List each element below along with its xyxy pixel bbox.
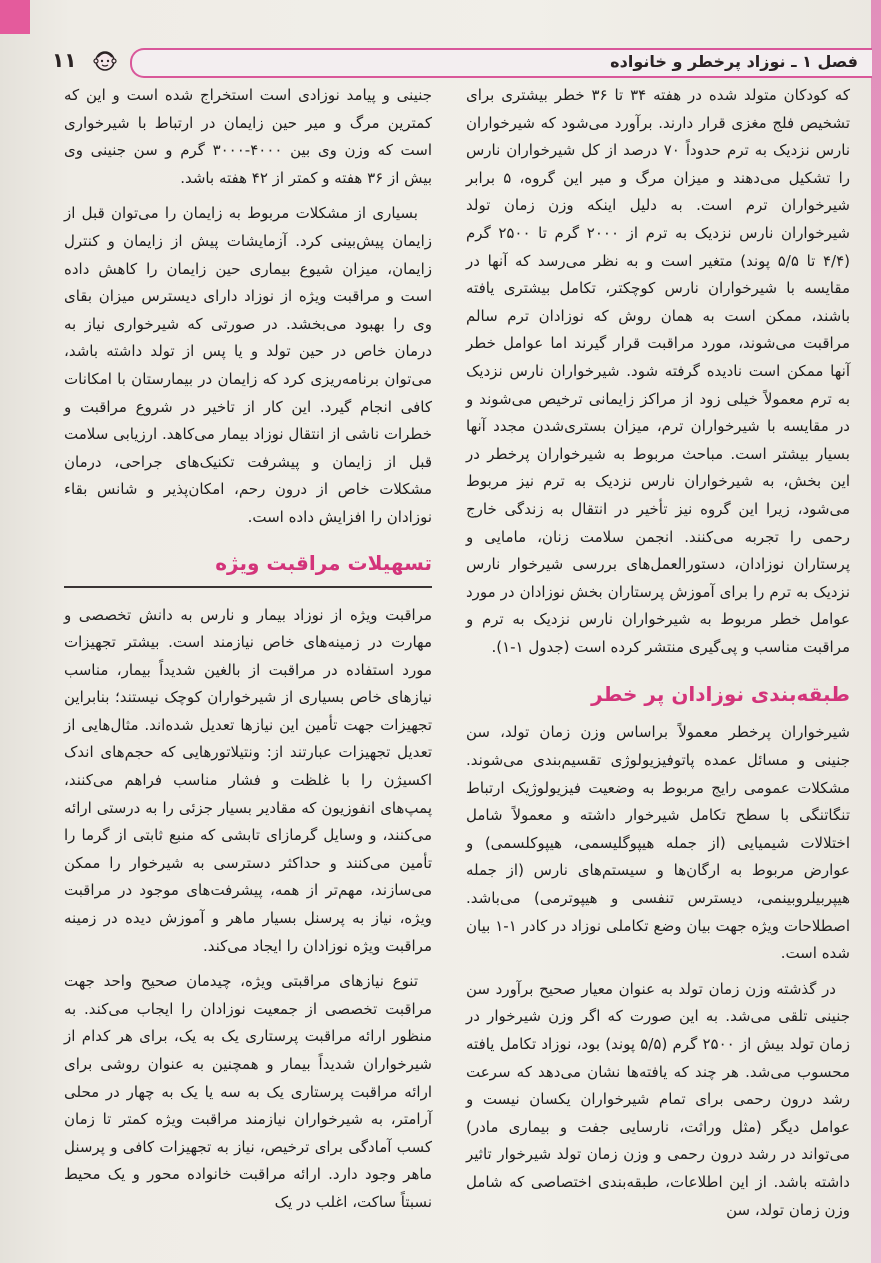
chapter-title: فصل ۱ ـ نوزاد پرخطر و خانواده bbox=[610, 52, 858, 71]
paragraph: تنوع نیازهای مراقبتی ویژه، چیدمان صحیح واحد جهت مراقبت تخصصی از جمعیت نوزادان را ایجاب می‌کند. به منظور ارائه مراقبت پرستاری یک به یک، برای هر کدام از شیرخواران شدیداً بیمار و همچنین به عنوان روشی برای ارائه مراقبت پرستاری یک به سه یا یک به چهار در محلی آرامتر، به شیرخواران نیازمند مراقبت ویژه کمتر تا زمان کسب آمادگی برای ترخیص، نیاز به تجهیزات کافی و پرسنل ماهر وجود دارد. ارائه مراقبت خانواده محور و یک محیط نسبتاً ساکت، اغلب در یک bbox=[64, 972, 432, 1211]
left-column bbox=[64, 82, 432, 1225]
paragraph: بسیاری از مشکلات مربوط به زایمان را می‌توان قبل از زایمان پیش‌بینی کرد. آزمایشات پیش از زایمان و کنترل زایمان، میزان شیوع بیماری حین زایمان را کاهش داده است و مراقبت ویژه از نوزاد دارای دیسترس میزان بقای وی را بهبود می‌بخشد. در صورتی که شیرخواری نیاز به درمان خاص در حین تولد و یا پس از تولد داشته باشد، می‌توان برنامه‌ریزی کرد که زایمان در بیمارستان با امکانات کافی انجام گیرد. این کار از تاخیر در شروع مراقبت و خطرات ناشی از انتقال نوزاد بیمار می‌کاهد. ارزیابی سلامت قبل از زایمان و پیشرفت تکنیک‌های جراحی، درمان مشکلات خاص از درون رحم، امکان‌پذیر و شانس بقاء نوزادان را افزایش داده است. bbox=[64, 204, 432, 526]
page-number: ۱۱ bbox=[52, 48, 77, 72]
right-column bbox=[466, 82, 850, 1232]
section-heading: تسهیلات مراقبت ویژه bbox=[64, 548, 432, 588]
corner-color-tab bbox=[0, 0, 30, 34]
running-header bbox=[40, 42, 872, 76]
section-heading: طبقه‌بندی نوزادان پر خطر bbox=[591, 682, 850, 707]
header-bar bbox=[130, 48, 872, 78]
baby-face-icon bbox=[92, 48, 118, 72]
paragraph: که کودکان متولد شده در هفته ۳۴ تا ۳۶ خطر بیشتری برای تشخیص فلج مغزی قرار دارند. برآورد می‌شود که شیرخواران نارس نزدیک به ترم حدوداً ۷۰ درصد از کل شیرخواران نارس را تشکیل می‌دهند و میزان مرگ و میر این گروه، ۵ برابر شیرخواران ترم است. به دلیل اینکه وزن زمان تولد شیرخواران نارس نزدیک به ترم از ۲۰۰۰ گرم تا ۲۵۰۰ گرم (۴/۴ تا ۵/۵ پوند) متغیر است و به نظر می‌رسد که آنها در مقایسه با شیرخواران نارس کوچکتر، تکامل بیشتری یافته باشند، ممکن است به همان روش که نوزادان ترم سالم مراقبت می‌شوند، مورد مراقبت قرار گیرند اما عوامل خطر آنها ممکن است نادیده گرفته شود. شیرخواران نارس نزدیک به ترم معمولاً خیلی زود از مراکز زایمانی ترخیص می‌شوند و در مقایسه با شیرخواران ترم، میزان بستری‌شدن مجدد آنها بسیار بیشتر است. مباحث مربوط به شیرخواران پرخطر در این بخش، به شیرخواران نارس نزدیک به ترم نیز مربوط می‌شود، زیرا این گروه نیز تأخیر در انتقال به زندگی خارج رحمی را تجربه می‌کنند. انجمن سلامت زنان، مامایی و پرستاران نوزادان، دستورالعمل‌های بررسی شیرخوار نارس نزدیک به ترم را برای آموزش پرستاران بخش نوزادان در مورد عوامل خطر مربوط به شیرخواران نارس نزدیک به ترم و مراقبت مناسب و پی‌گیری منتشر کرده است (جدول ۱-۱). bbox=[466, 86, 851, 656]
paragraph: شیرخواران پرخطر معمولاً براساس وزن زمان تولد، سن جنینی و مسائل عمده پاتوفیزیولوژی تقسیم‌بندی می‌شوند. مشکلات عمومی رایج مربوط به وضعیت فیزیولوژیک ارتباط تنگاتنگی با سطح تکامل شیرخوار داشته و معمولاً شامل اختلالات شیمیایی (از جمله هیپوگلیسمی، هیپوکلسمی) و عوارض مربوط به ارگان‌ها و سیستم‌های نارس (از جمله هیپربیلروبینمی، دیسترس تنفسی و هیپوترمی) می‌باشد. اصطلاحات ویژه جهت بیان وضع تکاملی نوزاد در کادر ۱-۱ بیان شده است. bbox=[466, 723, 850, 963]
paragraph: در گذشته وزن زمان تولد به عنوان معیار صحیح برآورد سن جنینی تلقی می‌شد. به این صورت که اگر وزن شیرخوار در زمان تولد بیش از ۲۵۰۰ گرم (۵/۵ پوند) بود، نوزاد تکامل یافته محسوب می‌شد. هر چند که یافته‌ها نشان می‌دهد که سرعت رشد درون رحمی برای تمام شیرخواران یکسان نیست و عوامل دیگر (مثل وراثت، نارسایی جفت و بیماری مادر) می‌تواند در رشد درون رحمی و وزن زمان تولد شیرخوار تاثیر داشته باشد. از این اطلاعات، طبقه‌بندی اختصاصی که شامل وزن زمان تولد، سن bbox=[466, 979, 851, 1219]
paragraph: مراقبت ویژه از نوزاد بیمار و نارس به دانش تخصصی و مهارت در زمینه‌های خاص نیازمند است. بیشتر تجهیزات مورد استفاده در مراقبت از بالغین شدیداً بیمار، مناسب نیازهای خاص بسیاری از شیرخواران کوچک نیستند؛ بنابراین تجهیزات جهت تأمین این نیازها تعدیل شده‌اند. مثال‌هایی از تعدیل تجهیزات عبارتند از: ونتیلاتورهایی که حجم‌های اندک اکسیژن را با غلظت و فشار مناسب فراهم می‌کنند، پمپ‌های انفوزیون که مقادیر بسیار جزئی را به درستی ارائه می‌کنند، و وسایل گرمازای تابشی که منبع ثابتی از گرما را تأمین می‌کنند و حداکثر دسترسی به شیرخوار را ممکن می‌سازند، مهم‌تر از همه، پیشرفت‌های موجود در مراقبت ویژه، نیاز به پرسنل بسیار ماهر و آموزش دیده در زمینه مراقبت ویژه نوزادان را ایجاد می‌کند. bbox=[64, 605, 432, 955]
paragraph: جنینی و پیامد نوزادی است استخراج شده است و این که کمترین مرگ و میر حین زایمان در ارتباط با شیرخواری است که وزن وی بین ۴۰۰۰-۳۰۰۰ گرم و سن جنینی وی بیش از ۳۶ هفته و کمتر از ۴۲ هفته باشد. bbox=[64, 86, 432, 187]
page-edge-tab bbox=[871, 0, 881, 1263]
